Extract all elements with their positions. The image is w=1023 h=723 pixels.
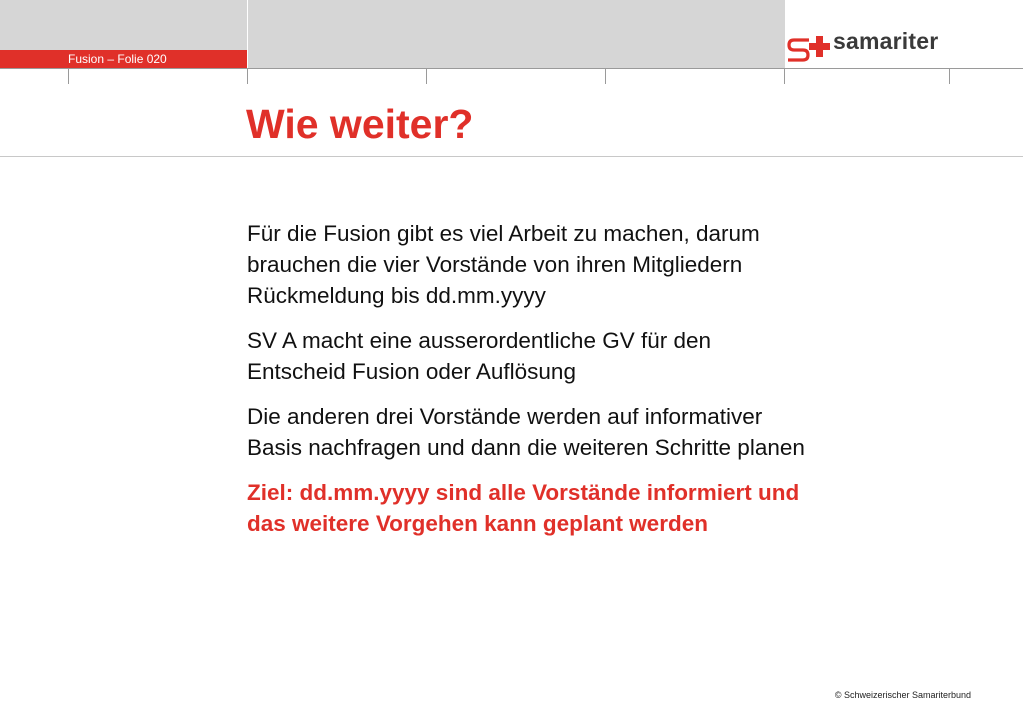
paragraph-other-boards	[247, 401, 987, 463]
copyright-footer: © Schweizerischer Samariterbund	[834, 690, 971, 700]
text-line: Ziel: dd.mm.yyyy sind alle Vorstände informiert und	[247, 480, 800, 505]
text-line: Für die Fusion gibt es viel Arbeit zu machen, darum	[247, 221, 760, 246]
paragraph-goal	[247, 477, 987, 539]
slide-label-bar	[0, 50, 247, 68]
title-rule	[0, 156, 1023, 157]
text-line: Die anderen drei Vorstände werden auf informativer	[247, 404, 763, 429]
paragraph-feedback	[247, 218, 987, 311]
grid-tick	[784, 69, 785, 84]
grid-tick	[949, 69, 950, 84]
text-line: brauchen die vier Vorstände von ihren Mitgliedern	[247, 252, 743, 277]
logo-wordmark: samariter	[833, 28, 939, 54]
header-divider	[247, 0, 248, 68]
samariter-logo	[787, 30, 967, 66]
text-line: das weitere Vorgehen kann geplant werden	[247, 511, 708, 536]
slide-label: Fusion – Folie 020	[68, 52, 167, 66]
text-line: Entscheid Fusion oder Auflösung	[247, 359, 576, 384]
grid-tick	[605, 69, 606, 84]
paragraph-general-assembly	[247, 325, 987, 387]
samariter-logo-icon	[787, 32, 833, 66]
grid-tick	[68, 69, 69, 84]
text-line: SV A macht eine ausserordentliche GV für den	[247, 328, 712, 353]
header-rule	[0, 68, 1023, 69]
slide-title: Wie weiter?	[246, 101, 474, 147]
grid-tick	[247, 69, 248, 84]
grid-tick	[426, 69, 427, 84]
text-line: Rückmeldung bis dd.mm.yyyy	[247, 283, 546, 308]
slide-body	[247, 218, 987, 553]
text-line: Basis nachfragen und dann die weiteren Schritte planen	[247, 435, 805, 460]
